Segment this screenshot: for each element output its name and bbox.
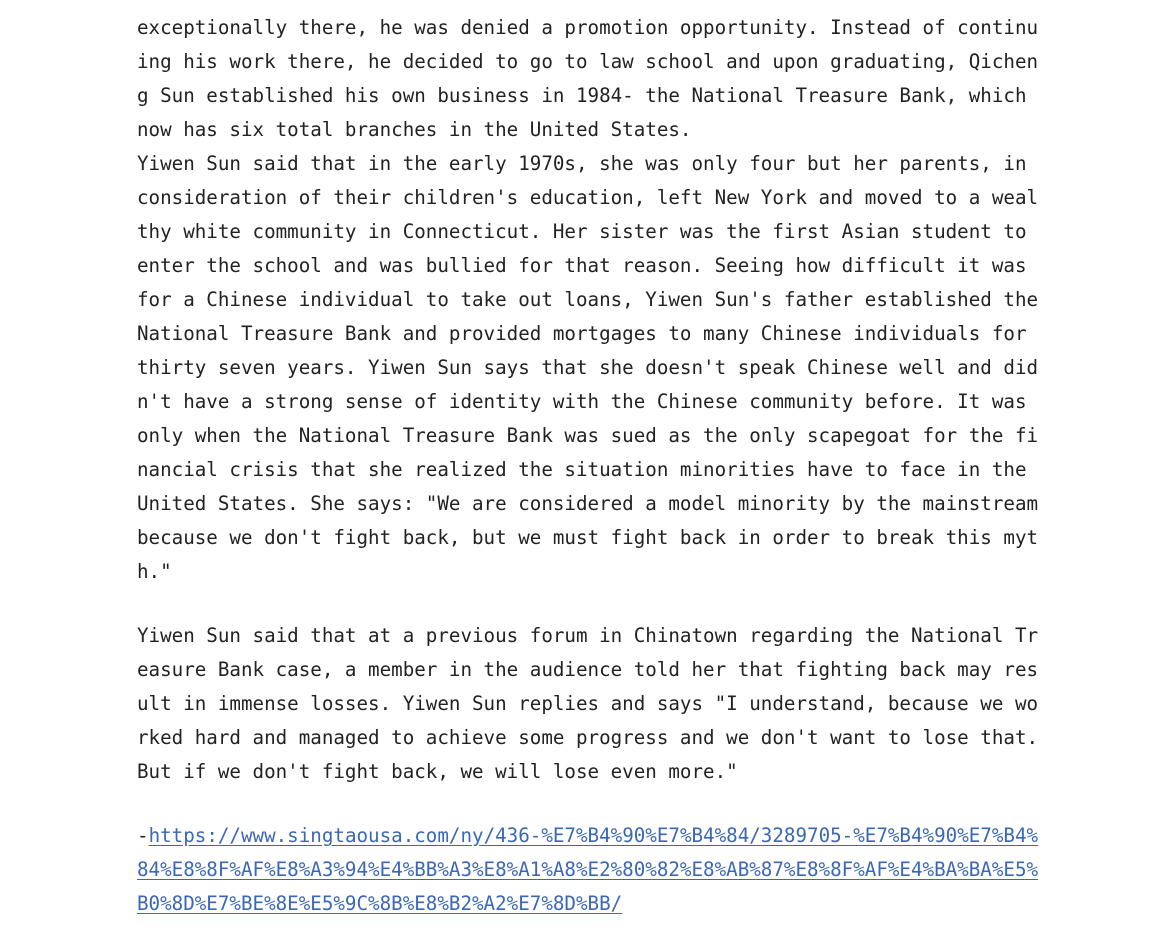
text-line: ing his work there, he decided to go to law school and upon graduating, Qichen — [137, 50, 1039, 73]
text-line: n't have a strong sense of identity with the Chinese community before. It was — [137, 390, 1027, 413]
text-line: Yiwen Sun said that in the early 1970s, she was only four but her parents, in — [137, 152, 1027, 175]
paragraph-2 — [137, 147, 1037, 589]
text-line: thy white community in Connecticut. Her sister was the first Asian student to — [137, 220, 1027, 243]
text-line: for a Chinese individual to take out loans, Yiwen Sun's father established the — [137, 288, 1039, 311]
text-line: h." — [137, 560, 172, 583]
paragraph-3 — [137, 619, 1037, 789]
text-line: ult in immense losses. Yiwen Sun replies and says "I understand, because we wo — [137, 692, 1039, 715]
text-line: consideration of their children's education, left New York and moved to a weal — [137, 186, 1039, 209]
source-link[interactable]: https://www.singtaousa.com/ny/436-%E7%B4%90%E7%B4%84/3289705-%E7%B4%90%E7%B4% — [148, 824, 1039, 847]
paragraph-spacer — [137, 589, 1037, 619]
source-link-continued[interactable]: 84%E8%8F%AF%E8%A3%94%E4%BB%A3%E8%A1%A8%E2%80%82%E8%AB%87%E8%8F%AF%E4%BA%BA%E5% — [137, 858, 1039, 881]
text-line: only when the National Treasure Bank was sued as the only scapegoat for the fi — [137, 424, 1039, 447]
text-line: thirty seven years. Yiwen Sun says that she doesn't speak Chinese well and did — [137, 356, 1039, 379]
text-line: now has six total branches in the United States. — [137, 118, 692, 141]
text-line: exceptionally there, he was denied a promotion opportunity. Instead of continu — [137, 16, 1039, 39]
text-line: Yiwen Sun said that at a previous forum in Chinatown regarding the National Tr — [137, 624, 1039, 647]
paragraph-1 — [137, 11, 1037, 147]
text-line: United States. She says: "We are considered a model minority by the mainstream — [137, 492, 1039, 515]
document-body — [137, 11, 1037, 921]
text-line: National Treasure Bank and provided mortgages to many Chinese individuals for — [137, 322, 1027, 345]
text-line: because we don't fight back, but we must fight back in order to break this myt — [137, 526, 1039, 549]
text-line: easure Bank case, a member in the audience told her that fighting back may res — [137, 658, 1039, 681]
source-link-continued[interactable]: B0%8D%E7%BE%8E%E5%9C%8B%E8%B2%A2%E7%8D%BB/ — [137, 892, 623, 915]
text-line: nancial crisis that she realized the situation minorities have to face in the — [137, 458, 1027, 481]
paragraph-spacer — [137, 789, 1037, 819]
source-link-prefix: - — [137, 824, 149, 847]
text-line: g Sun established his own business in 1984- the National Treasure Bank, which — [137, 84, 1027, 107]
source-link-block — [137, 819, 1037, 921]
text-line: enter the school and was bullied for that reason. Seeing how difficult it was — [137, 254, 1027, 277]
text-line: rked hard and managed to achieve some progress and we don't want to lose that. — [137, 726, 1039, 749]
text-line: But if we don't fight back, we will lose even more." — [137, 760, 738, 783]
